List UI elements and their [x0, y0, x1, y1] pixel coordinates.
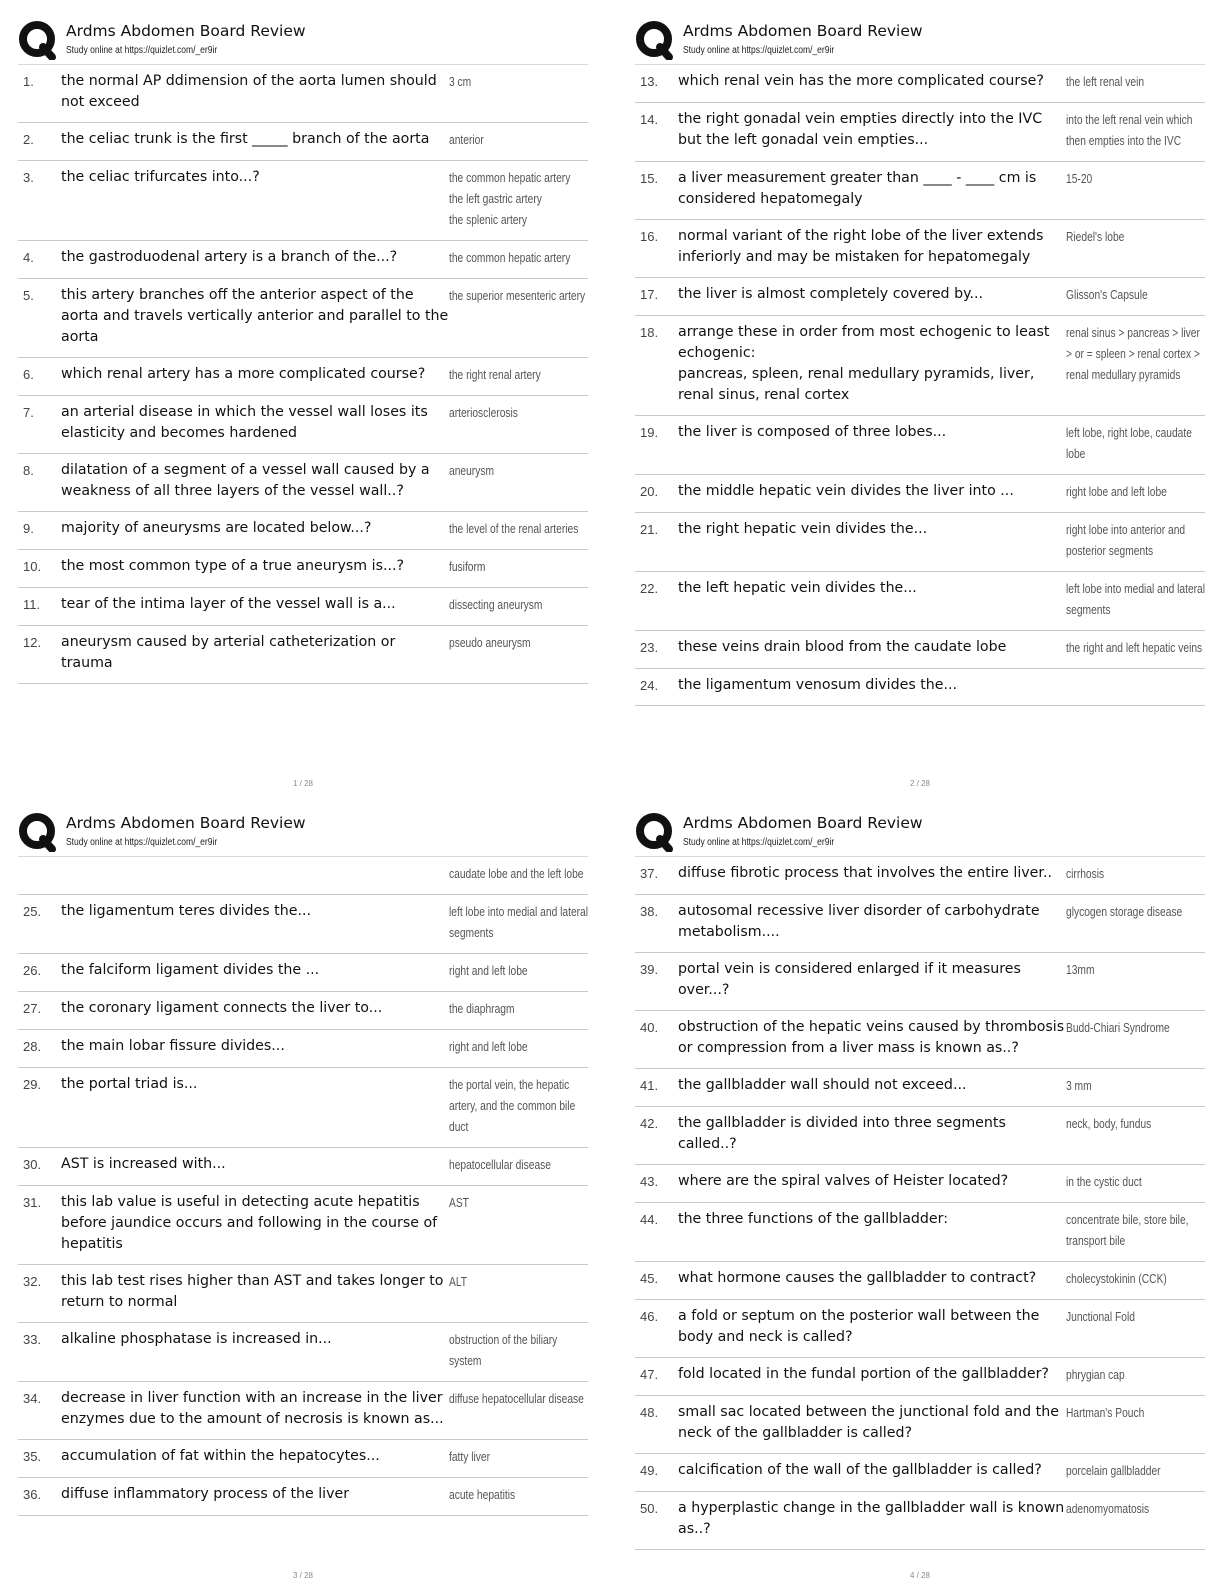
card-number: 28. [23, 1039, 42, 1054]
card-definition [1066, 675, 1205, 696]
card-term: a liver measurement greater than ____ - ____ cm is considered hepatomegaly [678, 170, 1037, 207]
flashcard-row [635, 856, 1205, 895]
page-header [18, 18, 588, 64]
flashcard-row [18, 1148, 588, 1186]
flashcard-row [635, 572, 1205, 631]
card-number: 42. [640, 1116, 659, 1131]
flashcard-row [635, 1203, 1205, 1262]
quizlet-logo-icon [18, 812, 58, 852]
flashcard-row [18, 1323, 588, 1382]
flashcard-row [635, 1454, 1205, 1492]
card-number: 21. [640, 522, 659, 537]
flashcard-page-3 [18, 810, 588, 1580]
flashcard-row [635, 1107, 1205, 1165]
card-term: this lab value is useful in detecting acute hepatitis before jaundice occurs and following in the course of hepatitis [61, 1194, 438, 1252]
flashcard-row [635, 1262, 1205, 1300]
card-term: the liver is almost completely covered by... [678, 286, 983, 302]
card-definition: the right renal artery [449, 368, 541, 382]
flashcard-row [18, 1265, 588, 1323]
card-list [635, 64, 1205, 706]
study-online-link[interactable]: Study online at https://quizlet.com/_er9ir [683, 45, 835, 56]
flashcard-row [18, 856, 588, 895]
card-definition: acute hepatitis [449, 1488, 516, 1502]
card-definition: left lobe into medial and lateral segments [1066, 582, 1206, 617]
card-number: 13. [640, 74, 659, 89]
quizlet-logo-icon [635, 812, 675, 852]
card-number: 30. [23, 1157, 42, 1172]
card-number: 10. [23, 559, 42, 574]
card-term: AST is increased with... [61, 1156, 226, 1172]
page-number: 3 / 28 [292, 1571, 313, 1580]
flashcard-row [635, 416, 1205, 475]
card-number: 49. [640, 1463, 659, 1478]
card-list [635, 856, 1205, 1550]
card-number: 34. [23, 1391, 42, 1406]
flashcard-row [635, 1011, 1205, 1069]
card-definition: obstruction of the biliary system [449, 1333, 558, 1368]
card-number: 50. [640, 1501, 659, 1516]
card-term: autosomal recessive liver disorder of carbohydrate metabolism.... [678, 903, 1040, 940]
card-term: an arterial disease in which the vessel wall loses its elasticity and becomes hardened [61, 404, 428, 441]
card-definition: glycogen storage disease [1066, 905, 1183, 919]
flashcard-row [635, 220, 1205, 278]
card-number: 14. [640, 112, 659, 127]
card-number: 11. [23, 597, 41, 612]
card-number: 29. [23, 1077, 42, 1092]
card-term: the ligamentum venosum divides the... [678, 677, 958, 693]
card-term: portal vein is considered enlarged if it measures over...? [678, 961, 1021, 998]
card-term: diffuse fibrotic process that involves the entire liver.. [678, 865, 1052, 881]
flashcard-page-1 [18, 18, 588, 788]
card-term: the gallbladder is divided into three segments called..? [678, 1115, 1006, 1152]
page-header [635, 810, 1205, 856]
card-term: the most common type of a true aneurysm is...? [61, 558, 405, 574]
flashcard-row [635, 631, 1205, 669]
flashcard-row [18, 954, 588, 992]
card-number: 24. [640, 678, 659, 693]
card-definition: aneurysm [449, 464, 495, 478]
flashcard-row [635, 278, 1205, 316]
flashcard-row [635, 953, 1205, 1011]
card-number: 1. [23, 74, 34, 89]
card-definition: fusiform [449, 560, 486, 574]
flashcard-row [18, 1186, 588, 1265]
card-term: fold located in the fundal portion of the gallbladder? [678, 1366, 1049, 1382]
card-term: the falciform ligament divides the ... [61, 962, 320, 978]
flashcard-page-4 [635, 810, 1205, 1580]
flashcard-row [635, 1300, 1205, 1358]
card-number: 12. [23, 635, 42, 650]
card-definition: 3 cm [449, 75, 472, 89]
card-term: alkaline phosphatase is increased in... [61, 1331, 332, 1347]
deck-title: Ardms Abdomen Board Review [66, 22, 306, 40]
card-term: the celiac trifurcates into...? [61, 169, 260, 185]
card-definition: right and left lobe [449, 1040, 528, 1054]
card-term: this lab test rises higher than AST and takes longer to return to normal [61, 1273, 444, 1310]
card-term: aneurysm caused by arterial catheterization or trauma [61, 634, 396, 671]
card-definition: ALT [449, 1275, 468, 1289]
card-term: the normal AP ddimension of the aorta lumen should not exceed [61, 73, 437, 110]
card-term: decrease in liver function with an increase in the liver enzymes due to the amount of necrosis is known as... [61, 1390, 444, 1427]
card-definition: phrygian cap [1066, 1368, 1125, 1382]
card-number: 2. [23, 132, 34, 147]
flashcard-row [18, 992, 588, 1030]
flashcard-row [18, 512, 588, 550]
card-term: where are the spiral valves of Heister located? [678, 1173, 1009, 1189]
flashcard-row [18, 64, 588, 123]
flashcard-row [635, 513, 1205, 572]
card-number: 45. [640, 1271, 659, 1286]
card-number: 35. [23, 1449, 42, 1464]
card-definition: renal sinus > pancreas > liver > or = spleen > renal cortex > renal medullary pyramids [1066, 326, 1200, 382]
card-definition: right lobe and left lobe [1066, 485, 1167, 499]
flashcard-row [18, 396, 588, 454]
card-term: normal variant of the right lobe of the liver extends inferiorly and may be mistaken for hepatomegaly [678, 228, 1044, 265]
card-definition: neck, body, fundus [1066, 1117, 1152, 1131]
card-term: which renal vein has the more complicated course? [678, 73, 1044, 89]
card-definition: cholecystokinin (CCK) [1066, 1272, 1167, 1286]
card-definition: right and left lobe [449, 964, 528, 978]
card-definition: porcelain gallbladder [1066, 1464, 1161, 1478]
card-number: 26. [23, 963, 42, 978]
card-number: 15. [640, 171, 659, 186]
card-term: what hormone causes the gallbladder to contract? [678, 1270, 1037, 1286]
study-online-link[interactable]: Study online at https://quizlet.com/_er9ir [66, 45, 218, 56]
card-definition: 3 mm [1066, 1079, 1092, 1093]
card-definition: Glisson's Capsule [1066, 288, 1148, 302]
card-definition: Hartman's Pouch [1066, 1406, 1145, 1420]
card-definition: dissecting aneurysm [449, 598, 543, 612]
card-number: 33. [23, 1332, 42, 1347]
card-definition: Junctional Fold [1066, 1310, 1135, 1324]
card-term: the gallbladder wall should not exceed... [678, 1077, 967, 1093]
flashcard-row [18, 1068, 588, 1148]
flashcard-row [18, 1030, 588, 1068]
card-number: 25. [23, 904, 42, 919]
card-number: 37. [640, 866, 659, 881]
flashcard-row [635, 1165, 1205, 1203]
card-term: these veins drain blood from the caudate lobe [678, 639, 1007, 655]
card-definition: left lobe into medial and lateral segments [449, 905, 589, 940]
card-definition: the superior mesenteric artery [449, 289, 586, 303]
flashcard-row [635, 669, 1205, 706]
card-term: the ligamentum teres divides the... [61, 903, 311, 919]
card-term: small sac located between the junctional fold and the neck of the gallbladder is called? [678, 1404, 1059, 1441]
deck-title: Ardms Abdomen Board Review [683, 814, 923, 832]
flashcard-row [635, 316, 1205, 416]
deck-title: Ardms Abdomen Board Review [66, 814, 306, 832]
card-definition: concentrate bile, store bile, transport bile [1066, 1213, 1189, 1248]
flashcard-row [18, 1382, 588, 1440]
page-number: 1 / 28 [292, 779, 313, 788]
card-term: diffuse inflammatory process of the liver [61, 1486, 350, 1502]
card-definition: the portal vein, the hepatic artery, and the common bile duct [449, 1078, 576, 1134]
flashcard-row [635, 475, 1205, 513]
card-number: 9. [23, 521, 34, 536]
flashcard-row [18, 279, 588, 358]
card-term: majority of aneurysms are located below...? [61, 520, 372, 536]
card-definition: Riedel's lobe [1066, 230, 1125, 244]
card-number: 27. [23, 1001, 42, 1016]
card-number: 19. [640, 425, 659, 440]
flashcard-row [18, 161, 588, 241]
flashcard-row [18, 895, 588, 954]
card-definition: anterior [449, 133, 484, 147]
card-term: the liver is composed of three lobes... [678, 424, 947, 440]
card-term: the middle hepatic vein divides the liver into ... [678, 483, 1014, 499]
flashcard-row [635, 1492, 1205, 1550]
card-definition: left lobe, right lobe, caudate lobe [1066, 426, 1192, 461]
card-number: 3. [23, 170, 34, 185]
page-number: 2 / 28 [909, 779, 930, 788]
card-term: the celiac trunk is the first _____ branch of the aorta [61, 131, 430, 147]
card-number: 32. [23, 1274, 42, 1289]
card-term: the left hepatic vein divides the... [678, 580, 917, 596]
card-number: 47. [640, 1367, 659, 1382]
flashcard-row [18, 588, 588, 626]
flashcard-row [18, 454, 588, 512]
card-number: 7. [23, 405, 34, 420]
card-definition: fatty liver [449, 1450, 491, 1464]
flashcard-row [18, 241, 588, 279]
card-list [18, 856, 588, 1516]
card-definition: arteriosclerosis [449, 406, 518, 420]
flashcard-row [635, 64, 1205, 103]
card-number [18, 863, 61, 885]
card-number: 39. [640, 962, 659, 977]
page-number: 4 / 28 [909, 1571, 930, 1580]
card-definition: in the cystic duct [1066, 1175, 1142, 1189]
card-term: this artery branches off the anterior aspect of the aorta and travels vertically anterior and parallel to the aorta [61, 287, 449, 345]
card-definition: the level of the renal arteries [449, 522, 579, 536]
deck-title: Ardms Abdomen Board Review [683, 22, 923, 40]
card-definition: 15-20 [1066, 172, 1093, 186]
card-number: 5. [23, 288, 34, 303]
card-definition: right lobe into anterior and posterior segments [1066, 523, 1186, 558]
card-number: 31. [23, 1195, 42, 1210]
card-definition: diffuse hepatocellular disease [449, 1392, 584, 1406]
card-definition: the diaphragm [449, 1002, 515, 1016]
flashcard-row [18, 626, 588, 684]
flashcard-row [18, 358, 588, 396]
card-term: accumulation of fat within the hepatocytes... [61, 1448, 380, 1464]
flashcard-row [18, 550, 588, 588]
flashcard-page-2 [635, 18, 1205, 788]
flashcard-row [635, 1396, 1205, 1454]
card-number: 16. [640, 229, 659, 244]
card-number: 8. [23, 463, 34, 478]
card-definition: AST [449, 1196, 469, 1210]
card-term: obstruction of the hepatic veins caused by thrombosis or compression from a liver mass is known as..? [678, 1019, 1065, 1056]
card-definition: caudate lobe and the left lobe [449, 867, 584, 881]
card-term [61, 863, 449, 884]
page-header [18, 810, 588, 856]
card-number: 4. [23, 250, 34, 265]
flashcard-row [18, 123, 588, 161]
quizlet-logo-icon [18, 20, 58, 60]
card-term: the main lobar fissure divides... [61, 1038, 285, 1054]
card-definition: into the left renal vein which then empties into the IVC [1066, 113, 1193, 148]
card-number: 20. [640, 484, 659, 499]
card-term: the three functions of the gallbladder: [678, 1211, 948, 1227]
card-number: 17. [640, 287, 659, 302]
card-number: 36. [23, 1487, 42, 1502]
card-number: 48. [640, 1405, 659, 1420]
card-term: calcification of the wall of the gallbladder is called? [678, 1462, 1042, 1478]
card-definition: the common hepatic artery [449, 251, 571, 265]
flashcard-row [635, 103, 1205, 162]
card-definition: the common hepatic artery the left gastric artery the splenic artery [449, 171, 571, 227]
card-number: 44. [640, 1212, 659, 1227]
card-number: 22. [640, 581, 659, 596]
study-online-link[interactable]: Study online at https://quizlet.com/_er9ir [66, 837, 218, 848]
card-term: tear of the intima layer of the vessel wall is a... [61, 596, 396, 612]
card-definition: hepatocellular disease [449, 1158, 552, 1172]
card-number: 43. [640, 1174, 659, 1189]
card-term: the portal triad is... [61, 1076, 198, 1092]
flashcard-row [635, 162, 1205, 220]
flashcard-row [18, 1440, 588, 1478]
study-online-link[interactable]: Study online at https://quizlet.com/_er9ir [683, 837, 835, 848]
card-term: the right hepatic vein divides the... [678, 521, 928, 537]
card-term: a hyperplastic change in the gallbladder wall is known as..? [678, 1500, 1065, 1537]
card-term: arrange these in order from most echogenic to least echogenic: pancreas, spleen, renal medullary pyramids, liver, renal sinus, renal cortex [678, 324, 1050, 403]
card-term: the coronary ligament connects the liver to... [61, 1000, 383, 1016]
page-header [635, 18, 1205, 64]
card-term: the gastroduodenal artery is a branch of the...? [61, 249, 398, 265]
card-definition: cirrhosis [1066, 867, 1105, 881]
card-number: 18. [640, 325, 659, 340]
quizlet-logo-icon [635, 20, 675, 60]
flashcard-row [635, 1358, 1205, 1396]
card-definition: adenomyomatosis [1066, 1502, 1150, 1516]
flashcard-row [635, 895, 1205, 953]
card-term: which renal artery has a more complicated course? [61, 366, 426, 382]
card-number: 46. [640, 1309, 659, 1324]
flashcard-row [18, 1478, 588, 1516]
card-number: 6. [23, 367, 34, 382]
card-number: 38. [640, 904, 659, 919]
card-definition: 13mm [1066, 963, 1095, 977]
flashcard-row [635, 1069, 1205, 1107]
card-number: 40. [640, 1020, 659, 1035]
card-term: the right gonadal vein empties directly into the IVC but the left gonadal vein empties... [678, 111, 1043, 148]
card-definition: the right and left hepatic veins [1066, 641, 1203, 655]
card-list [18, 64, 588, 684]
card-definition: pseudo aneurysm [449, 636, 531, 650]
card-number: 23. [640, 640, 659, 655]
card-term: dilatation of a segment of a vessel wall caused by a weakness of all three layers of the vessel wall..? [61, 462, 430, 499]
card-definition: the left renal vein [1066, 75, 1145, 89]
card-definition: Budd-Chiari Syndrome [1066, 1021, 1170, 1035]
card-term: a fold or septum on the posterior wall between the body and neck is called? [678, 1308, 1040, 1345]
card-number: 41. [640, 1078, 659, 1093]
